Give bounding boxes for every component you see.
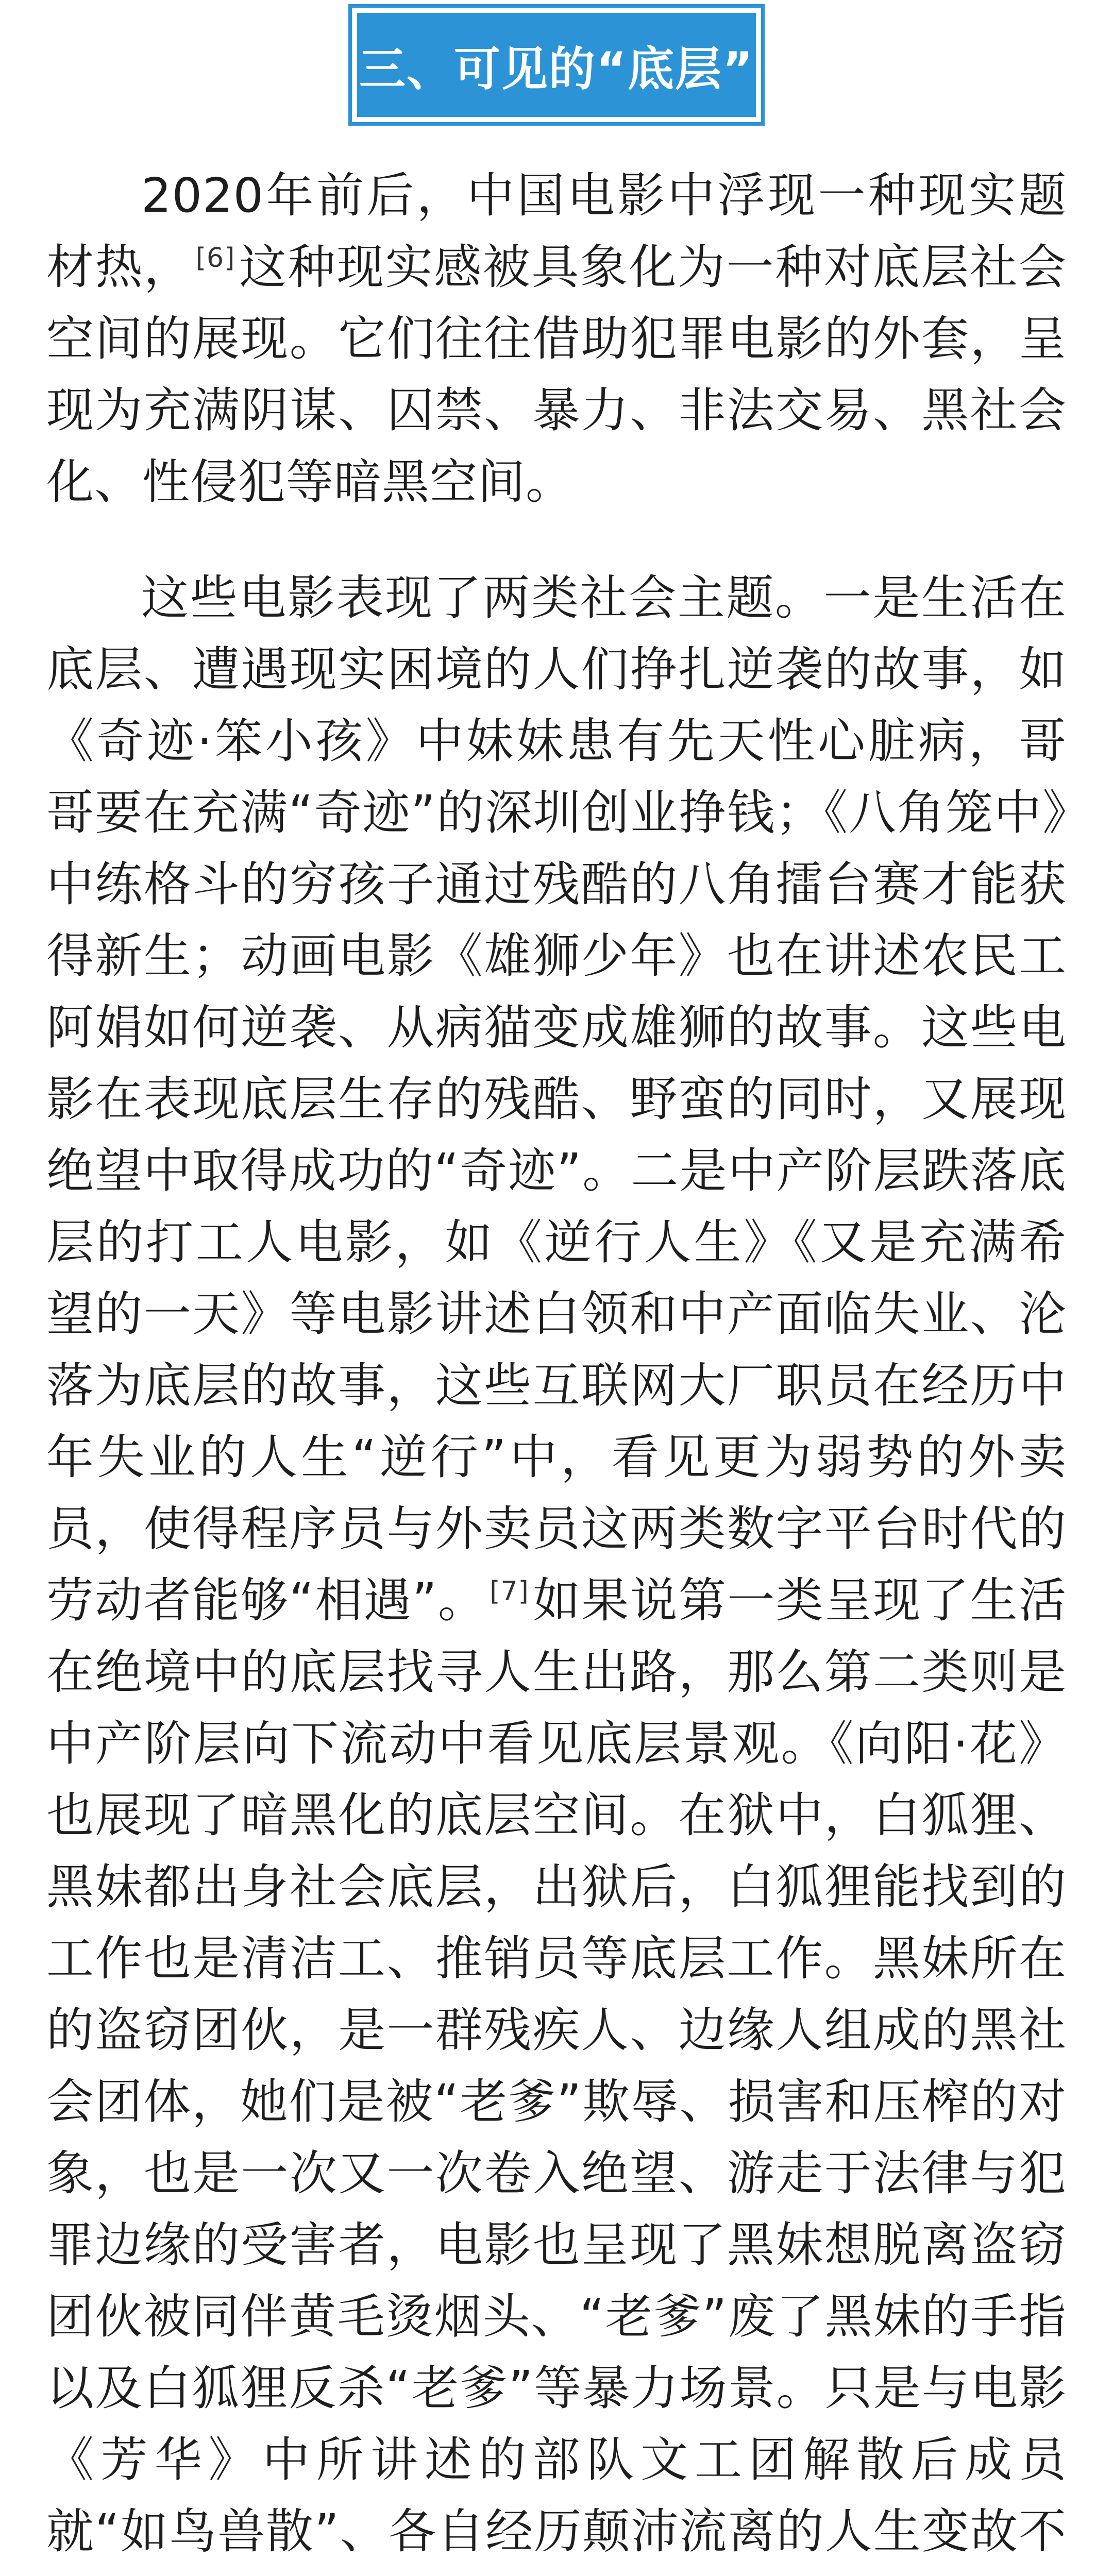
paragraph-1-text-1: 2020年前后，中国电影中浮现一种现实题材热， — [46, 168, 1067, 295]
section-header — [0, 4, 1113, 126]
paragraph-1-text-2: 这种现实感被具象化为一种对底层社会空间的展现。它们往往借助犯罪电影的外套，呈现为充满阴谋、囚禁、暴力、非法交易、黑社会化、性侵犯等暗黑空间。 — [46, 240, 1067, 510]
citation-6: [6] — [195, 243, 235, 274]
section-title-box — [357, 13, 756, 117]
article-body — [46, 160, 1067, 2576]
paragraph-2-text-1: 这些电影表现了两类社会主题。一是生活在底层、遭遇现实困境的人们挣扎逆袭的故事，如《奇迹·笨小孩》中妹妹患有先天性心脏病，哥哥要在充满“奇迹”的深圳创业挣钱；《八角笼中》中练格斗的穷孩子通过残酷的八角擂台赛才能获得新生；动画电影《雄狮少年》也在讲述农民工阿娟如何逆袭、从病猫变成雄狮的故事。这些电影在表现底层生存的残酷、野蛮的同时，又展现绝望中取得成功的“奇迹”。二是中产阶层跌落底层的打工人电影，如《逆行人生》《又是充满希望的一天》等电影讲述白领和中产面临失业、沦落为底层的故事，这些互联网大厂职员在经历中年失业的人生“逆行”中，看见更为弱势的外卖员，使得程序员与外卖员这两类数字平台时代的劳动者能够“相遇”。 — [46, 570, 1067, 1628]
section-title: 三、可见的“底层” — [359, 42, 754, 96]
paragraph-2 — [46, 562, 1067, 2576]
section-title-frame — [348, 4, 765, 126]
citation-7: [7] — [490, 1576, 529, 1607]
paragraph-2-text-2: 如果说第一类呈现了生活在绝境中的底层找寻人生出路，那么第二类则是中产阶层向下流动中看见底层景观。《向阳·花》也展现了暗黑化的底层空间。在狱中，白狐狸、黑妹都出身社会底层，出狱后，白狐狸能找到的工作也是清洁工、推销员等底层工作。黑妹所在的盗窃团伙，是一群残疾人、边缘人组成的黑社会团体，她们是被“老爹”欺辱、损害和压榨的对象，也是一次又一次卷入绝望、游走于法律与犯罪边缘的受害者，电影也呈现了黑妹想脱离盗窃团伙被同伴黄毛烫烟头、“老爹”废了黑妹的手指以及白狐狸反杀“老爹”等暴力场景。只是与电影《芳华》中所讲述的部队文工团解散后成员就“如鸟兽散”、各自经历颠沛流离的人生变故不 — [46, 1573, 1067, 2559]
paragraph-1 — [46, 160, 1067, 518]
